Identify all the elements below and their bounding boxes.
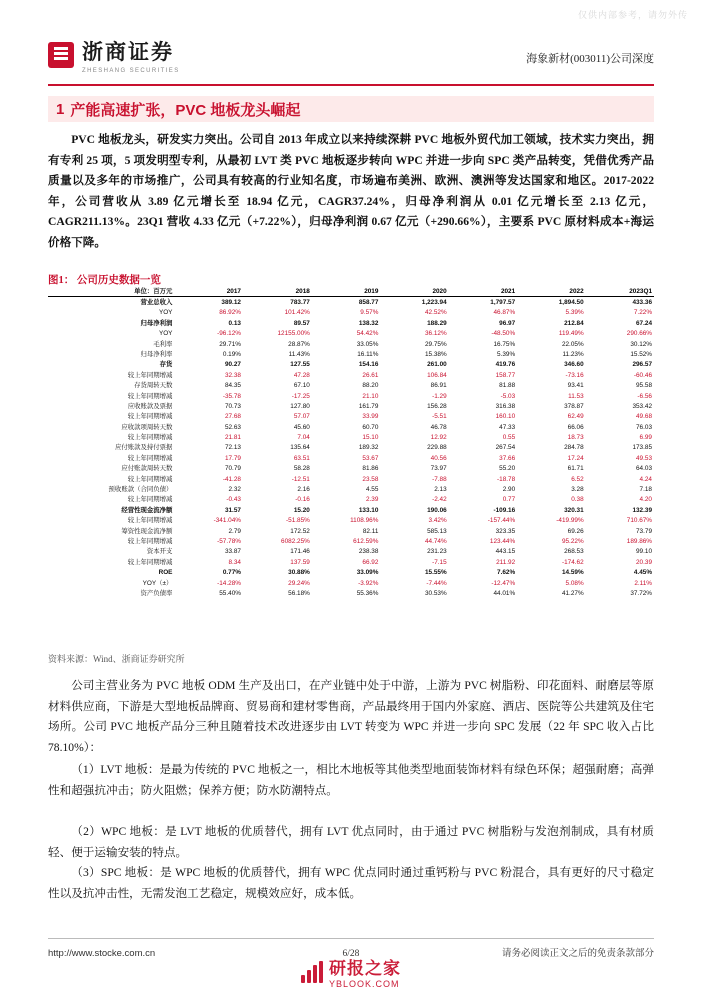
table-cell: 858.77 <box>358 298 379 306</box>
footer-disclaimer: 请务必阅读正文之后的免责条款部分 <box>501 949 654 959</box>
table-cell: 15.38% <box>424 350 447 358</box>
table-cell: 28.87% <box>288 340 310 348</box>
header-divider <box>48 84 654 86</box>
table-cell: 47.28 <box>293 371 310 379</box>
table-row-label: YOY <box>158 330 173 338</box>
table-row <box>48 464 654 474</box>
table-row-label: 较上年同期增减 <box>127 392 173 400</box>
table-cell: 419.76 <box>495 361 516 369</box>
table-cell: 137.59 <box>290 558 310 566</box>
table-row <box>48 329 654 339</box>
table-cell: 2.13 <box>434 486 447 494</box>
table-cell: 612.59% <box>353 537 379 545</box>
financial-table <box>48 286 654 599</box>
table-cell: 55.40% <box>219 589 241 597</box>
table-cell: 52.63 <box>224 423 241 431</box>
table-cell: 231.23 <box>427 548 447 556</box>
table-column-header: 2022 <box>517 286 585 297</box>
table-cell: 1,797.57 <box>490 298 516 306</box>
table-cell: 5.39% <box>565 309 584 317</box>
table-cell: 290.66% <box>626 330 652 338</box>
table-cell: 238.38 <box>358 548 379 556</box>
table-cell: 189.86% <box>626 537 652 545</box>
table-cell: -1.29 <box>432 392 447 400</box>
table-cell: -48.50% <box>491 330 516 338</box>
table-row <box>48 505 654 515</box>
table-row-label: 较上年同期增减 <box>127 558 173 566</box>
table-cell: -12.47% <box>491 579 516 587</box>
table-cell: -17.25 <box>291 392 310 400</box>
table-cell: 21.10 <box>362 392 379 400</box>
table-cell: 54.42% <box>356 330 379 338</box>
table-cell: 138.32 <box>358 319 379 327</box>
table-cell: 93.41 <box>567 382 584 390</box>
table-row-label: 经营性现金流净额 <box>121 506 173 514</box>
table-row-label: 较上年同期增减 <box>127 413 173 421</box>
table-cell: 2.90 <box>502 486 516 494</box>
table-row-label: 筹资性现金流净额 <box>121 527 173 535</box>
table-cell: 69.26 <box>567 527 584 535</box>
table-row-label: 应付账款周转天数 <box>121 465 173 473</box>
table-cell: 188.29 <box>427 319 447 327</box>
table-cell: 5.08% <box>565 579 584 587</box>
footer-page-number: 6/28 <box>342 949 360 959</box>
table-cell: 1,223.94 <box>421 298 447 306</box>
table-cell: 46.87% <box>493 309 516 317</box>
table-cell: 156.28 <box>427 402 447 410</box>
table-cell: 378.87 <box>564 402 584 410</box>
table-cell: -0.43 <box>226 496 241 504</box>
table-cell: 18.73 <box>567 434 584 442</box>
table-row <box>48 370 654 380</box>
table-column-header: 2017 <box>174 286 242 297</box>
table-row <box>48 360 654 370</box>
table-cell: 96.97 <box>499 319 516 327</box>
table-cell: 40.56 <box>430 454 447 462</box>
table-cell: 30.88% <box>288 569 310 577</box>
table-cell: 70.79 <box>224 465 241 473</box>
table-cell: 15.55% <box>424 569 447 577</box>
table-cell: 60.70 <box>362 423 379 431</box>
table-row <box>48 588 654 598</box>
table-cell: 171.46 <box>290 548 310 556</box>
table-row <box>48 526 654 536</box>
table-cell: 95.58 <box>636 382 652 390</box>
table-cell: 4.20 <box>639 496 652 504</box>
table-cell: 158.77 <box>495 371 516 379</box>
table-cell: 29.24% <box>288 579 310 587</box>
table-cell: 389.12 <box>221 298 241 306</box>
table-cell: 21.81 <box>224 434 241 442</box>
table-cell: 53.67 <box>362 454 379 462</box>
table-cell: 2.39 <box>365 496 379 504</box>
table-cell: 49.68 <box>636 413 652 421</box>
table-cell: 33.99 <box>362 413 379 421</box>
table-row-label: YOY（±） <box>142 579 173 587</box>
table-cell: 46.78 <box>430 423 447 431</box>
table-cell: 119.49% <box>558 330 584 338</box>
table-cell: 0.77% <box>222 569 241 577</box>
table-cell: 2.11% <box>634 579 652 587</box>
bottom-watermark <box>301 954 401 989</box>
table-column-header: 2019 <box>312 286 381 297</box>
table-cell: -96.12% <box>217 330 241 338</box>
table-cell: 173.85 <box>632 444 652 452</box>
footer-url[interactable]: http://www.stocke.com.cn <box>48 948 156 959</box>
table-cell: 0.77 <box>502 496 516 504</box>
table-cell: 1108.96% <box>350 517 379 525</box>
table-cell: 6.52 <box>571 475 584 483</box>
table-row-label: 资产负债率 <box>140 589 173 597</box>
table-cell: 76.03 <box>636 423 652 431</box>
table-row <box>48 349 654 359</box>
table-row-label: 应收账款及票据 <box>127 402 173 410</box>
table-cell: -51.85% <box>286 517 310 525</box>
table-cell: 585.13 <box>427 527 447 535</box>
table-cell: -73.16 <box>565 371 584 379</box>
table-row <box>48 443 654 453</box>
table-cell: 90.27 <box>224 361 241 369</box>
table-cell: 106.84 <box>427 371 447 379</box>
table-cell: 2.79 <box>228 527 241 535</box>
watermark-brand-cn: 研报之家 <box>329 959 401 978</box>
watermark-brand-en: YBLOOK.COM <box>329 979 400 989</box>
table-cell: 67.24 <box>636 319 652 327</box>
table-cell: 95.22% <box>561 537 584 545</box>
table-row <box>48 412 654 422</box>
table-cell: 44.01% <box>493 589 516 597</box>
table-cell: 127.55 <box>290 361 310 369</box>
table-row-label: 较上年同期增减 <box>127 537 173 545</box>
table-cell: 86.92% <box>219 309 241 317</box>
table-row-label: 较上年同期增减 <box>127 434 173 442</box>
table-row <box>48 516 654 526</box>
table-cell: -0.16 <box>295 496 310 504</box>
table-cell: 2.16 <box>297 486 310 494</box>
table-cell: 55.36% <box>356 589 379 597</box>
table-cell: 55.20 <box>499 465 516 473</box>
table-cell: 32.38 <box>224 371 241 379</box>
table-cell: 11.53 <box>568 392 584 400</box>
table-row <box>48 381 654 391</box>
table-cell: 0.19% <box>222 350 241 358</box>
table-row-label: 存货 <box>159 361 173 369</box>
brand-name-en: ZHESHANG SECURITIES <box>82 68 180 74</box>
table-cell: 20.39 <box>636 558 652 566</box>
table-cell: 27.68 <box>224 413 241 421</box>
table-cell: 29.71% <box>219 340 241 348</box>
table-row-label: 营业总收入 <box>140 298 173 306</box>
table-cell: 30.12% <box>630 340 652 348</box>
table-cell: -57.78% <box>217 537 241 545</box>
table-cell: 135.64 <box>290 444 310 452</box>
table-cell: 320.31 <box>564 506 584 514</box>
table-cell: 33.09% <box>356 569 379 577</box>
table-cell: 37.72% <box>630 589 652 597</box>
table-row <box>48 536 654 546</box>
table-cell: -174.62 <box>561 558 584 566</box>
paragraph-lvt: （1）LVT 地板：是最为传统的 PVC 地板之一，相比木地板等其他类型地面装饰材料有绿色环保；超强耐磨；高弹性和超强抗冲击；防火阻燃；保养方便；防水防潮特点。 <box>48 763 654 797</box>
table-cell: 16.11% <box>357 350 379 358</box>
table-cell: 64.03 <box>636 465 652 473</box>
table-cell: 7.22% <box>633 309 652 317</box>
table-cell: 4.55 <box>365 486 379 494</box>
table-cell: 99.10 <box>636 548 652 556</box>
table-cell: -3.92% <box>358 579 379 587</box>
table-row <box>48 297 654 308</box>
table-row <box>48 308 654 318</box>
table-cell: 8.34 <box>228 558 241 566</box>
document-header <box>48 36 654 82</box>
table-cell: 30.53% <box>424 589 447 597</box>
table-cell: 17.79 <box>224 454 241 462</box>
table-row <box>48 568 654 578</box>
table-cell: -7.44% <box>426 579 447 587</box>
table-cell: 261.00 <box>427 361 447 369</box>
table-cell: 56.18% <box>288 589 310 597</box>
table-cell: 123.44% <box>489 537 516 545</box>
table-cell: 0.55 <box>502 434 516 442</box>
table-cell: 81.88 <box>499 382 516 390</box>
paragraph-spc: （3）SPC 地板：是 WPC 地板的优质替代，拥有 WPC 优点同时通过重钙粉与 PVC 粉混合，具有更好的尺寸稳定性以及抗冲击性，无需发泡工艺稳定，规模效应好，成本低。 <box>48 866 654 900</box>
table-cell: 15.52% <box>630 350 652 358</box>
table-cell: 710.67% <box>626 517 652 525</box>
table-cell: 211.92 <box>496 558 516 566</box>
table-cell: 86.91 <box>430 382 447 390</box>
table-cell: 26.61 <box>362 371 379 379</box>
table-row-label: 应付账款及持付票据 <box>114 444 173 452</box>
table-cell: 14.59% <box>561 569 584 577</box>
table-cell: 0.13 <box>228 319 241 327</box>
table-row-label: ROE <box>158 569 173 577</box>
table-cell: 160.10 <box>495 413 516 421</box>
table-row-label: 毛利率 <box>153 340 173 348</box>
table-cell: 17.24 <box>567 454 584 462</box>
table-cell: 57.07 <box>293 413 310 421</box>
table-cell: 72.13 <box>224 444 241 452</box>
table-cell: 62.49 <box>567 413 584 421</box>
table-row <box>48 484 654 494</box>
table-cell: 161.79 <box>358 402 379 410</box>
table-row <box>48 453 654 463</box>
header-report-title: 海象新材(003011)公司深度 <box>526 53 654 65</box>
table-cell: 12155.00% <box>277 330 310 338</box>
table-cell: 4.24 <box>639 475 652 483</box>
table-row <box>48 578 654 588</box>
paragraph-business: 公司主营业务为 PVC 地板 ODM 生产及出口，在产业链中处于中游，上游为 PVC 树脂粉、印花面料、耐磨层等原材料供应商，下游是大型地板品牌商、贸易商和建材零售商，产品最终用于国内外家庭、酒店、医院等公共建筑及住宅场所。公司 PVC 地板产品分三种且随着技术改进逐步由 LVT 转变为 WPC 并进一步向 SPC 发展（22 年 SPC 收入占比 78.10%）： <box>48 679 654 754</box>
table-cell: 58.28 <box>293 465 310 473</box>
table-cell: 36.12% <box>424 330 447 338</box>
table-row <box>48 495 654 505</box>
table-row <box>48 339 654 349</box>
table-cell: 47.33 <box>499 423 516 431</box>
table-cell: -6.56 <box>637 392 652 400</box>
table-row-label: 较上年同期增减 <box>127 371 173 379</box>
table-row-label: 较上年同期增减 <box>127 454 173 462</box>
table-cell: 70.73 <box>224 402 241 410</box>
brand-name-cn: 浙商证券 <box>82 41 174 64</box>
table-cell: -2.42 <box>432 496 447 504</box>
table-cell: 33.87 <box>224 548 241 556</box>
table-row <box>48 401 654 411</box>
top-watermark: 仅供内部参考，请勿外传 <box>577 10 688 20</box>
table-header-row <box>48 286 654 297</box>
table-row <box>48 432 654 442</box>
table-cell: 443.15 <box>495 548 516 556</box>
table-cell: 4.45% <box>633 569 652 577</box>
table-row-label: 较上年同期增减 <box>127 496 173 504</box>
table-cell: 3.28 <box>571 486 584 494</box>
table-cell: 66.06 <box>567 423 584 431</box>
table-cell: 6.99 <box>639 434 652 442</box>
table-row <box>48 474 654 484</box>
table-cell: 88.20 <box>362 382 379 390</box>
table-row <box>48 318 654 328</box>
table-cell: -14.28% <box>217 579 241 587</box>
table-row-label: 资本开支 <box>146 548 173 556</box>
table-row-label: 较上年同期增减 <box>127 517 173 525</box>
paragraph-overview: PVC 地板龙头，研发实力突出。公司自 2013 年成立以来持续深耕 PVC 地板外贸代加工领域，技术实力突出，拥有专利 25 项，5 项发明型专利，从最初 LVT 类 PVC 地板逐步转向 WPC 并进一步向 SPC 类产品转变，凭借优秀产品质量以及多年的市场推广，公司具有较高的行业知名度，市场遍布美洲、欧洲、澳洲等发达国家和地区。2017-2022 年，公司营收从 3.89 亿元增长至 18.94 亿元，CAGR37.24%，归母净利润从 0.01 亿元增长至 2.13 亿元，CAGR211.13%。23Q1 营收 4.33 亿元（+7.22%），归母净利润 0.67 亿元（+290.66%），主要系 PVC 原材料成本+海运价格下降。 <box>48 133 654 249</box>
table-column-header: 2023Q1 <box>586 286 654 297</box>
table-cell: -35.78 <box>222 392 241 400</box>
table-column-header: 2021 <box>449 286 517 297</box>
table-cell: 7.04 <box>297 434 310 442</box>
table-cell: -18.78 <box>497 475 516 483</box>
table-cell: -12.51 <box>291 475 310 483</box>
table-cell: -60.46 <box>633 371 652 379</box>
table-cell: 5.39% <box>497 350 516 358</box>
table-cell: -341.04% <box>213 517 241 525</box>
logo-mark-icon <box>48 42 74 68</box>
table-cell: -5.03 <box>500 392 516 400</box>
table-cell: 353.42 <box>632 402 652 410</box>
table-cell: 190.06 <box>427 506 447 514</box>
table-cell: 3.42% <box>428 517 447 525</box>
table-cell: 267.54 <box>495 444 516 452</box>
table-cell: 11.43% <box>288 350 310 358</box>
table-cell: 133.10 <box>358 506 379 514</box>
table-cell: 212.84 <box>564 319 584 327</box>
table-cell: 11.23% <box>562 350 584 358</box>
table-cell: 0.38 <box>571 496 584 504</box>
table-row <box>48 557 654 567</box>
table-cell: 7.62% <box>497 569 516 577</box>
table-cell: 189.32 <box>358 444 379 452</box>
table-cell: 15.10 <box>362 434 379 442</box>
table-cell: -7.88 <box>432 475 447 483</box>
table-cell: 44.74% <box>424 537 447 545</box>
table-row-label: 存货周转天数 <box>134 382 173 390</box>
table-cell: 37.66 <box>499 454 516 462</box>
table-cell: 172.52 <box>290 527 310 535</box>
table-cell: 433.36 <box>632 298 652 306</box>
table-cell: 84.35 <box>224 382 241 390</box>
paragraph-wpc: （2）WPC 地板：是 LVT 地板的优质替代，拥有 LVT 优点同时，由于通过 PVC 树脂粉与发泡剂制成，具有材质轻、便于运输安装的特点。 <box>48 825 654 859</box>
table-row <box>48 547 654 557</box>
table-row-label: 预收账款（合同负债） <box>108 486 173 494</box>
table-cell: 31.57 <box>224 506 241 514</box>
table-cell: 73.79 <box>636 527 652 535</box>
table-cell: 63.51 <box>293 454 310 462</box>
table-row-label: 较上年同期增减 <box>127 475 173 483</box>
table-cell: 2.32 <box>228 486 241 494</box>
table-cell: 6082.25% <box>281 537 310 545</box>
table-cell: 783.77 <box>290 298 310 306</box>
table-row-label: 归母净利润 <box>140 319 173 327</box>
table-cell: -109.16 <box>493 506 516 514</box>
section-heading <box>48 96 654 122</box>
table-cell: 23.58 <box>362 475 379 483</box>
table-cell: 132.39 <box>632 506 652 514</box>
table-cell: -157.44% <box>487 517 516 525</box>
table-cell: 49.53 <box>636 454 652 462</box>
table-cell: 284.78 <box>564 444 584 452</box>
table-cell: -41.28 <box>222 475 241 483</box>
table-cell: 101.42% <box>284 309 310 317</box>
table-cell: -419.99% <box>556 517 584 525</box>
table-cell: -7.15 <box>432 558 447 566</box>
table-cell: 22.05% <box>561 340 584 348</box>
figure-caption: 图1： 公司历史数据一览 <box>48 275 161 286</box>
table-column-header: 2020 <box>380 286 448 297</box>
table-row-label: 归母净利率 <box>140 350 173 358</box>
table-cell: -5.51 <box>432 413 447 421</box>
table-unit-label: 单位：百万元 <box>48 286 174 297</box>
table-cell: 61.71 <box>567 465 584 473</box>
table-cell: 42.52% <box>424 309 447 317</box>
table-cell: 316.38 <box>495 402 516 410</box>
table-cell: 9.57% <box>360 309 379 317</box>
footer-divider <box>48 938 654 939</box>
table-cell: 154.16 <box>358 361 379 369</box>
figure-source: 资料来源：Wind、浙商证券研究所 <box>48 654 185 664</box>
table-cell: 89.57 <box>293 319 310 327</box>
table-cell: 323.35 <box>495 527 516 535</box>
table-row <box>48 391 654 401</box>
table-cell: 15.20 <box>293 506 310 514</box>
section-title-text: 产能高速扩张，PVC 地板龙头崛起 <box>70 101 301 119</box>
table-cell: 66.92 <box>362 558 379 566</box>
table-cell: 7.18 <box>639 486 652 494</box>
table-row <box>48 422 654 432</box>
table-cell: 33.05% <box>356 340 379 348</box>
table-cell: 82.11 <box>362 527 379 535</box>
table-cell: 45.60 <box>293 423 310 431</box>
table-cell: 346.60 <box>564 361 584 369</box>
table-cell: 1,894.50 <box>558 298 584 306</box>
table-cell: 29.75% <box>424 340 447 348</box>
table-cell: 81.86 <box>362 465 379 473</box>
table-cell: 41.27% <box>561 589 584 597</box>
section-number: 1 <box>56 100 65 118</box>
chart-bars-icon <box>301 961 323 983</box>
table-cell: 12.92 <box>430 434 447 442</box>
table-cell: 268.53 <box>564 548 584 556</box>
table-row-label: YOY <box>158 309 173 317</box>
table-cell: 127.80 <box>290 402 310 410</box>
table-cell: 16.75% <box>493 340 516 348</box>
table-cell: 67.10 <box>293 382 310 390</box>
table-cell: 296.57 <box>632 361 652 369</box>
table-cell: 229.88 <box>427 444 447 452</box>
table-cell: 73.97 <box>430 465 447 473</box>
table-column-header: 2018 <box>243 286 312 297</box>
table-row-label: 应收款项周转天数 <box>121 423 173 431</box>
